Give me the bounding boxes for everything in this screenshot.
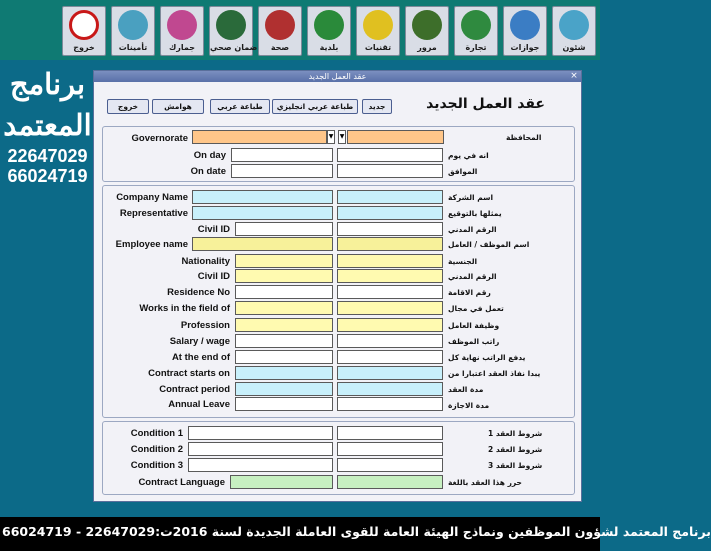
toolbar-label: تأمينات — [118, 43, 148, 52]
on-date-ar-field[interactable] — [337, 164, 443, 178]
form-heading: عقد العمل الجديد — [426, 96, 545, 112]
label-representative-ar: يمثلها بالتوقيع — [448, 209, 502, 218]
label-civil-id-2: Civil ID — [197, 271, 230, 282]
label-residence-no-ar: رقم الاقامة — [448, 288, 491, 297]
representative-ar-field[interactable] — [337, 206, 443, 220]
label-contract-language-ar: حرر هذا العقد باللغة — [448, 478, 522, 487]
label-on-date: On date — [190, 166, 226, 177]
dialog-title: عقد العمل الجديد — [308, 72, 367, 81]
label-salary-ar: راتب الموظف — [448, 337, 500, 346]
on-day-ar-field[interactable] — [337, 148, 443, 162]
toolbar-label: تجارة — [465, 43, 487, 52]
toolbar-button-passports[interactable] — [503, 6, 547, 56]
label-annual-leave-ar: مدة الاجازة — [448, 401, 490, 410]
salary-field[interactable] — [235, 334, 333, 348]
annual-leave-ar-field[interactable] — [337, 397, 443, 411]
nationality-ar-field[interactable] — [337, 254, 443, 268]
company-name-ar-field[interactable] — [337, 190, 443, 204]
label-employee-name: Employee name — [115, 239, 188, 250]
residence-no-ar-field[interactable] — [337, 285, 443, 299]
label-contract-language: Contract Language — [138, 477, 225, 488]
contract-language-field[interactable] — [230, 475, 333, 489]
label-company-name-ar: اسم الشركة — [448, 193, 494, 202]
contract-starts-field[interactable] — [235, 366, 333, 380]
toolbar-label: صحة — [270, 43, 290, 52]
exit-button[interactable]: خروج — [107, 99, 149, 114]
label-contract-period-ar: مدة العقد — [448, 385, 484, 394]
label-governorate: Governorate — [131, 133, 188, 144]
label-salary: Salary / wage — [169, 336, 230, 347]
profession-ar-field[interactable] — [337, 318, 443, 332]
label-condition-3: Condition 3 — [130, 460, 183, 471]
print-arabic-button[interactable]: طباعة عربي — [210, 99, 270, 114]
residence-no-field[interactable] — [235, 285, 333, 299]
label-works-in-ar: تعمل في مجال — [448, 304, 504, 313]
promo-title-line2: المعتمد — [3, 108, 92, 142]
label-civil-id-2-ar: الرقم المدني — [448, 272, 497, 281]
label-profession: Profession — [180, 320, 230, 331]
contract-starts-ar-field[interactable] — [337, 366, 443, 380]
condition-2-field[interactable] — [188, 442, 333, 456]
toolbar-button-insurance[interactable] — [111, 6, 155, 56]
label-civil-id-1-ar: الرقم المدني — [448, 225, 497, 234]
condition-3-field[interactable] — [188, 458, 333, 472]
civil-id-1-ar-field[interactable] — [337, 222, 443, 236]
governorate-select[interactable] — [192, 130, 327, 144]
dialog-title-bar — [94, 71, 581, 82]
toolbar-button-health[interactable] — [258, 6, 302, 56]
footer-ticker — [0, 517, 711, 551]
salary-ar-field[interactable] — [337, 334, 443, 348]
health-insurance-icon — [216, 10, 246, 40]
civil-id-2-ar-field[interactable] — [337, 269, 443, 283]
toolbar-label: تقنيات — [364, 43, 392, 52]
promo-title-line1: برنامج — [9, 67, 86, 101]
on-date-field[interactable] — [231, 164, 333, 178]
label-condition-2: Condition 2 — [130, 444, 183, 455]
profession-field[interactable] — [235, 318, 333, 332]
employee-name-field[interactable] — [192, 237, 333, 251]
label-contract-starts: Contract starts on — [148, 368, 230, 379]
company-name-field[interactable] — [192, 190, 333, 204]
civil-id-1-field[interactable] — [235, 222, 333, 236]
label-profession-ar: وظيفة العامل — [448, 321, 500, 330]
label-condition-2-ar: شروط العقد 2 — [488, 445, 543, 454]
passports-icon — [510, 10, 540, 40]
label-civil-id-1: Civil ID — [197, 224, 230, 235]
annual-leave-field[interactable] — [235, 397, 333, 411]
promo-panel — [0, 60, 95, 260]
contract-period-ar-field[interactable] — [337, 382, 443, 396]
label-contract-period: Contract period — [159, 384, 230, 395]
works-in-ar-field[interactable] — [337, 301, 443, 315]
toolbar-label: بلدية — [319, 43, 339, 52]
label-on-day-ar: انه في يوم — [448, 151, 489, 160]
toolbar-button-health-insurance[interactable] — [209, 6, 258, 56]
toolbar-label: خروج — [73, 43, 95, 52]
customs-icon — [167, 10, 197, 40]
employee-name-ar-field[interactable] — [337, 237, 443, 251]
at-end-of-field[interactable] — [235, 350, 333, 364]
works-in-field[interactable] — [235, 301, 333, 315]
footer-text: برنامج المعتمد لشؤون الموظفين ونماذج الهيئة العامة للقوى العاملة الجديدة لسنة 2016ت:22647029 - 66024719 — [2, 524, 711, 539]
new-button[interactable]: جديد — [362, 99, 392, 114]
condition-2-ar-field[interactable] — [337, 442, 443, 456]
label-contract-starts-ar: يبدا نفاذ العقد اعتبارا من — [448, 369, 541, 378]
at-end-of-ar-field[interactable] — [337, 350, 443, 364]
toolbar-button-customs[interactable] — [160, 6, 204, 56]
toolbar-label: ضمان صحي — [210, 43, 258, 52]
close-icon[interactable]: × — [570, 71, 578, 81]
condition-1-ar-field[interactable] — [337, 426, 443, 440]
promo-phone-2: 66024719 — [7, 166, 88, 186]
contract-period-field[interactable] — [235, 382, 333, 396]
app-toolbar — [0, 0, 600, 60]
label-company-name: Company Name — [116, 192, 188, 203]
nationality-field[interactable] — [235, 254, 333, 268]
on-day-field[interactable] — [231, 148, 333, 162]
toolbar-button-tech[interactable] — [356, 6, 400, 56]
label-nationality: Nationality — [181, 256, 230, 267]
toolbar-button-traffic[interactable] — [405, 6, 449, 56]
tech-icon — [363, 10, 393, 40]
label-at-end-of-ar: يدفع الراتب نهاية كل — [448, 353, 526, 362]
label-condition-1-ar: شروط العقد 1 — [488, 429, 543, 438]
toolbar-label: مرور — [417, 43, 437, 52]
municipality-icon — [314, 10, 344, 40]
affairs-icon — [559, 10, 589, 40]
contract-language-ar-field[interactable] — [337, 475, 443, 489]
toolbar-label: جمارك — [168, 43, 196, 52]
toolbar-button-affairs[interactable] — [552, 6, 596, 56]
governorate-ar-select[interactable] — [347, 130, 444, 144]
margins-button[interactable]: هوامش — [152, 99, 204, 114]
label-on-date-ar: الموافق — [448, 167, 478, 176]
label-employee-name-ar: اسم الموظف / العامل — [448, 240, 530, 249]
label-residence-no: Residence No — [167, 287, 230, 298]
toolbar-button-municipality[interactable] — [307, 6, 351, 56]
insurance-icon — [118, 10, 148, 40]
civil-id-2-field[interactable] — [235, 269, 333, 283]
chevron-down-icon[interactable]: ▼ — [327, 130, 335, 144]
label-on-day: On day — [193, 150, 226, 161]
traffic-icon — [412, 10, 442, 40]
print-arabic-english-button[interactable]: طباعة عربي انجليزي — [272, 99, 358, 114]
label-condition-3-ar: شروط العقد 3 — [488, 461, 543, 470]
toolbar-button-commerce[interactable] — [454, 6, 498, 56]
representative-field[interactable] — [192, 206, 333, 220]
label-at-end-of: At the end of — [171, 352, 230, 363]
label-condition-1: Condition 1 — [130, 428, 183, 439]
power-icon — [69, 10, 99, 40]
toolbar-button-exit[interactable] — [62, 6, 106, 56]
label-governorate-ar: المحافظة — [506, 133, 542, 142]
label-works-in: Works in the field of — [139, 303, 230, 314]
label-representative: Representative — [119, 208, 188, 219]
chevron-down-icon[interactable]: ▼ — [338, 130, 346, 144]
health-icon — [265, 10, 295, 40]
condition-1-field[interactable] — [188, 426, 333, 440]
toolbar-label: شئون — [562, 43, 586, 52]
promo-phone-1: 22647029 — [7, 146, 88, 166]
contract-dialog — [93, 70, 582, 502]
condition-3-ar-field[interactable] — [337, 458, 443, 472]
toolbar-label: جوازات — [510, 43, 540, 52]
label-annual-leave: Annual Leave — [168, 399, 230, 410]
commerce-icon — [461, 10, 491, 40]
label-nationality-ar: الجنسية — [448, 257, 478, 266]
